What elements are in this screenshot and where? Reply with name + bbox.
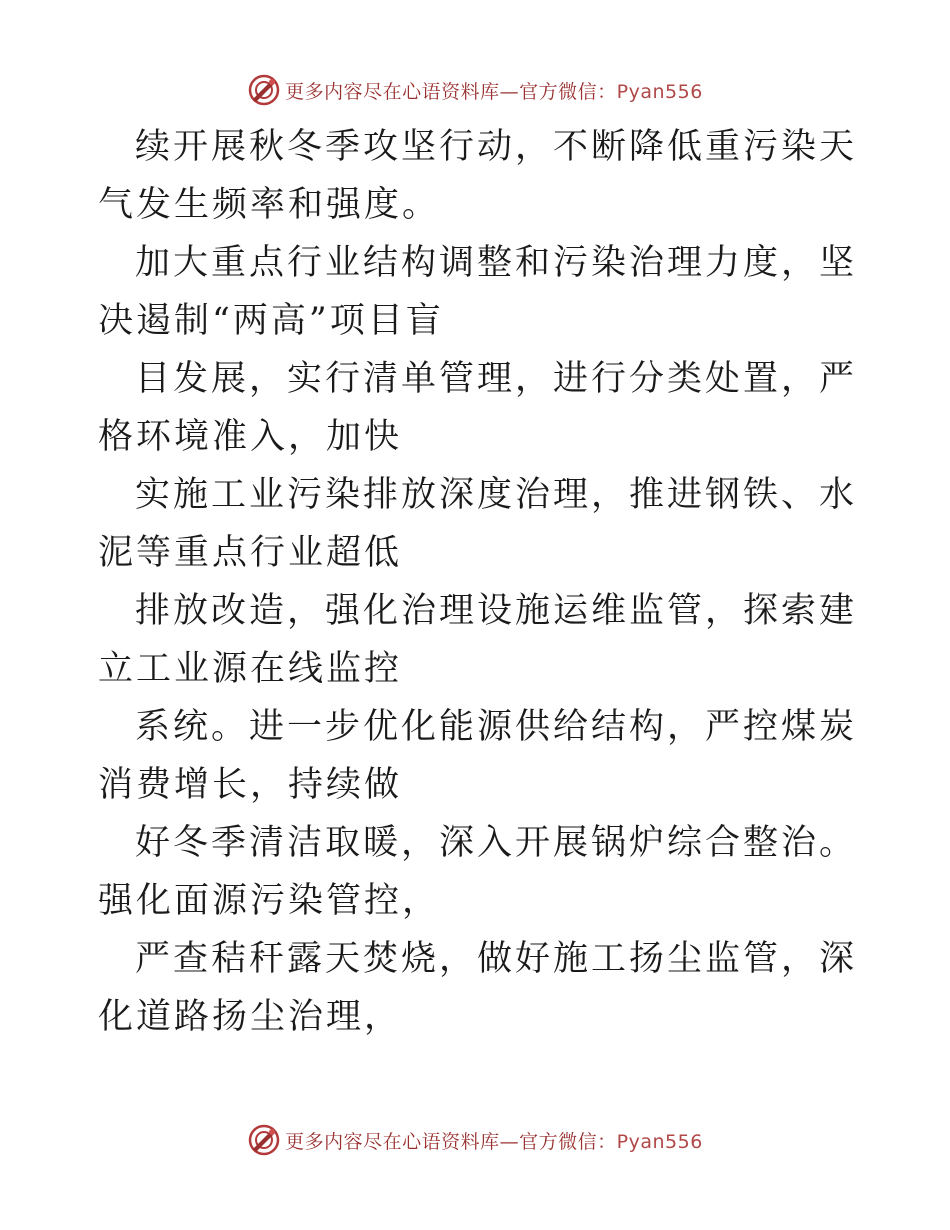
paragraph: 实施工业污染排放深度治理，推进钢铁、水泥等重点行业超低	[98, 475, 858, 573]
paragraph: 加大重点行业结构调整和污染治理力度，坚决遏制“两高”项目盲	[98, 243, 858, 341]
paragraph: 系统。进一步优化能源供给结构，严控煤炭消费增长，持续做	[98, 707, 858, 805]
header-banner	[0, 70, 950, 110]
document-body	[98, 118, 858, 1046]
paragraph: 严查秸秆露天焚烧，做好施工扬尘监管，深化道路扬尘治理，	[98, 939, 858, 1037]
footer-banner	[0, 1120, 950, 1160]
header-banner-text: 更多内容尽在心语资料库—官方微信：Pyan556	[285, 80, 703, 103]
paragraph: 排放改造，强化治理设施运维监管，探索建立工业源在线监控	[98, 591, 858, 689]
brand-logo-icon	[247, 1123, 281, 1157]
paragraph: 好冬季清洁取暖，深入开展锅炉综合整治。强化面源污染管控，	[98, 823, 858, 921]
footer-banner-text: 更多内容尽在心语资料库—官方微信：Pyan556	[285, 1130, 703, 1153]
paragraph: 目发展，实行清单管理，进行分类处置，严格环境准入，加快	[98, 359, 858, 457]
brand-logo-icon	[247, 73, 281, 107]
paragraph: 续开展秋冬季攻坚行动，不断降低重污染天气发生频率和强度。	[98, 127, 858, 225]
